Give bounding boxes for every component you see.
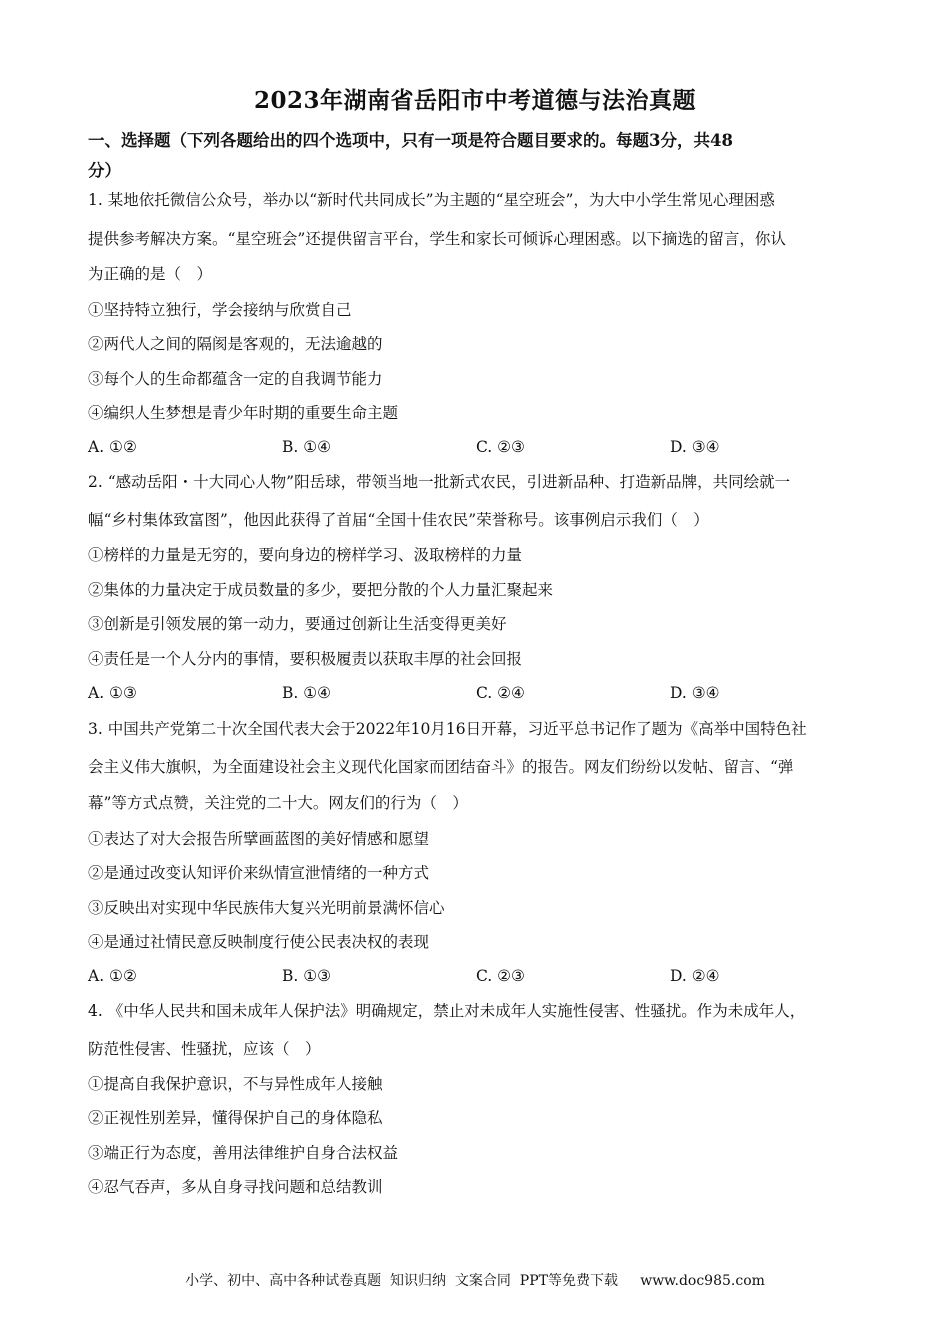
option-b: B. ①④: [282, 438, 332, 456]
question-stem-line: 幕”等方式点赞，关注党的二十大。网友们的行为（ ）: [88, 794, 468, 812]
option-a: A. ①②: [88, 438, 137, 456]
question-stem-line: 2. “感动岳阳・十大同心人物”阳岳球，带领当地一批新式农民，引进新品种、打造新品牌，共同绘就一: [88, 473, 791, 491]
section-heading-line-1: 一、选择题（下列各题给出的四个选项中，只有一项是符合题目要求的。每题3分，共48: [88, 131, 733, 150]
question-stem-line: 1. 某地依托微信公众号，举办以“新时代共同成长”为主题的“星空班会”，为大中小学生常见心理困惑: [88, 191, 775, 209]
page-title: 2023年湖南省岳阳市中考道德与法治真题: [253, 87, 696, 114]
statement-item: ①表达了对大会报告所擘画蓝图的美好情感和愿望: [88, 830, 430, 848]
question-stem-line: 幅“乡村集体致富图”，他因此获得了首届“全国十佳农民”荣誉称号。该事例启示我们（ ）: [88, 511, 709, 529]
statement-item: ③反映出对实现中华民族伟大复兴光明前景满怀信心: [88, 899, 445, 917]
statement-item: ③创新是引领发展的第一动力，要通过创新让生活变得更美好: [88, 615, 507, 633]
question-stem-line: 4. 《中华人民共和国未成年人保护法》明确规定，禁止对未成年人实施性侵害、性骚扰。作为未成年人，: [88, 1002, 806, 1020]
section-heading-line-2: 分）: [88, 161, 121, 180]
option-b: B. ①③: [282, 967, 332, 985]
question-stem-line: 为正确的是（ ）: [88, 265, 213, 283]
statement-item: ④是通过社情民意反映制度行使公民表决权的表现: [88, 933, 430, 951]
option-c: C. ②④: [476, 684, 525, 702]
statement-item: ③每个人的生命都蕴含一定的自我调节能力: [88, 370, 383, 388]
option-a: A. ①③: [88, 684, 137, 702]
statement-item: ④责任是一个人分内的事情，要积极履责以获取丰厚的社会回报: [88, 650, 523, 668]
option-d: D. ②④: [670, 967, 720, 985]
option-b: B. ①④: [282, 684, 332, 702]
statement-item: ②是通过改变认知评价来纵情宣泄情绪的一种方式: [88, 864, 430, 882]
question-stem-line: 提供参考解决方案。“星空班会”还提供留言平台，学生和家长可倾诉心理困惑。以下摘选的留言，你认: [88, 230, 786, 248]
statement-item: ②集体的力量决定于成员数量的多少，要把分散的个人力量汇聚起来: [88, 581, 554, 599]
statement-item: ④忍气吞声，多从自身寻找问题和总结教训: [88, 1178, 383, 1196]
option-a: A. ①②: [88, 967, 137, 985]
section-heading: [88, 126, 863, 186]
statement-item: ②正视性别差异，懂得保护自己的身体隐私: [88, 1109, 383, 1127]
question-stem-line: 防范性侵害、性骚扰，应该（ ）: [88, 1040, 321, 1058]
statement-item: ③端正行为态度，善用法律维护自身合法权益: [88, 1144, 399, 1162]
question-stem-line: 3. 中国共产党第二十次全国代表大会于2022年10月16日开幕，习近平总书记作了题为《高举中国特色社: [88, 720, 807, 738]
option-c: C. ②③: [476, 438, 525, 456]
option-d: D. ③④: [670, 684, 720, 702]
statement-item: ①坚持特立独行，学会接纳与欣赏自己: [88, 301, 352, 319]
statement-item: ①提高自我保护意识，不与异性成年人接触: [88, 1075, 383, 1093]
question-stem-line: 会主义伟大旗帜，为全面建设社会主义现代化国家而团结奋斗》的报告。网友们纷纷以发帖、留言、“弹: [88, 758, 794, 776]
page-footer: 小学、初中、高中各种试卷真题 知识归纳 文案合同 PPT等免费下载 www.doc985.com: [185, 1273, 765, 1289]
statement-item: ④编织人生梦想是青少年时期的重要生命主题: [88, 404, 399, 422]
option-c: C. ②③: [476, 967, 525, 985]
option-d: D. ③④: [670, 438, 720, 456]
statement-item: ②两代人之间的隔阂是客观的，无法逾越的: [88, 335, 383, 353]
statement-item: ①榜样的力量是无穷的，要向身边的榜样学习、汲取榜样的力量: [88, 546, 523, 564]
